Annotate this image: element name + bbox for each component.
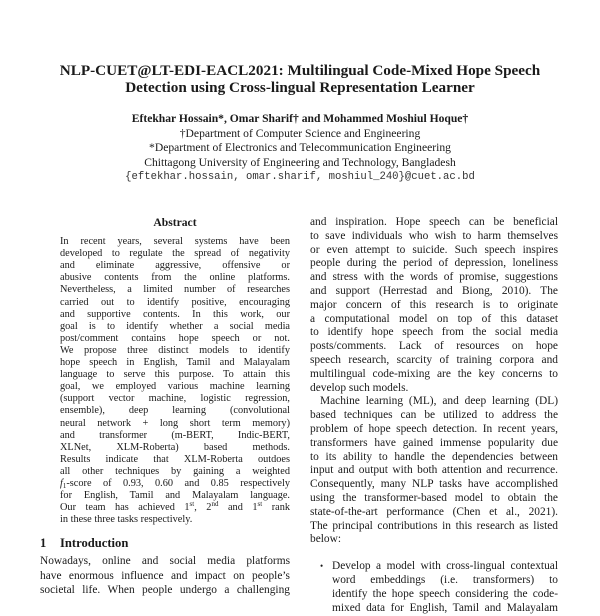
bullet-line: Develop a model with cross-lingual contextual — [332, 560, 558, 572]
text-segment: rank — [262, 502, 290, 514]
abstract-line: post/comment contains hope speech or not. — [60, 332, 290, 344]
body-line: The principal contributions in this research as listed — [310, 519, 558, 532]
body-line: and stress with the words of promise, suggestions — [310, 271, 558, 284]
author-emails: {eftekhar.hossain, omar.sharif, moshiul_240}@cuet.ac.bd — [125, 171, 475, 183]
body-line: posts/comments. Lack of resources on hope — [310, 340, 558, 353]
affiliation-ete: *Department of Electronics and Telecommunication Engineering — [149, 141, 451, 154]
body-line: a computational model on top of this dataset — [310, 312, 558, 325]
text-segment: f — [60, 478, 63, 489]
bullet-line: mixed data for English, Tamil and Malayalam — [332, 602, 558, 614]
affiliation-cse: †Department of Computer Science and Engineering — [179, 127, 421, 140]
abstract-line: goal is to identify whether a social media — [60, 320, 290, 332]
bullet-icon: • — [320, 561, 324, 571]
abstract-line: (support vector machine, logistic regression, — [60, 393, 290, 405]
abstract-line: XLNet, XLM-Roberta) based methods. — [60, 441, 290, 453]
text-segment: and 1 — [218, 502, 258, 514]
abstract-line: Results indicate that XLM-Roberta outdoes — [60, 453, 290, 465]
body-line: and inspiration. Hope speech can be beneficial — [310, 216, 558, 228]
text-segment: nd — [211, 500, 219, 509]
body-line: to identify hope speech from the social media — [310, 326, 558, 339]
body-line: and support (Herrestad and Biong, 2010). The — [310, 285, 558, 297]
body-line: Machine learning (ML), and deep learning (DL) — [320, 395, 558, 408]
abstract-heading: Abstract — [153, 216, 197, 229]
body-line: multilingual code-mixing are the key concerns to — [310, 367, 558, 380]
abstract-line: in these three tasks respectively. — [60, 514, 193, 526]
abstract-line: Nevertheless, a limited number of researches — [60, 284, 290, 296]
abstract-line: and eliminate aggressive, offensive or — [60, 260, 290, 272]
abstract-line: In recent years, several systems have been — [60, 236, 290, 247]
abstract-line: neural network + long short term memory) — [60, 417, 290, 429]
bullet-line: identify the hope speech considering the code- — [332, 588, 558, 600]
abstract-line: all other techniques by gaining a weighted — [60, 465, 290, 477]
paper-title-line-2: Detection using Cross-lingual Representation Learner — [125, 79, 475, 96]
abstract-line: abusive contents from the online platforms. — [60, 272, 290, 284]
intro-line: have enormous influence and impact on people’s — [40, 569, 290, 582]
introduction-heading — [40, 536, 128, 551]
abstract-line: for English, Tamil and Malayalam language. — [60, 490, 290, 502]
body-line: state-of-the-art performance (Chen et al., 2021). — [310, 505, 558, 518]
text-segment: Our team has achieved 1 — [60, 502, 190, 514]
body-line: or even attempt to suicide. Such speech inspires — [310, 243, 558, 256]
section-title: Introduction — [60, 536, 129, 550]
body-line: develop such models. — [310, 381, 409, 394]
body-line: people during the period of depression, loneliness — [310, 257, 558, 270]
abstract-line: developed to regulate the spread of negativity — [60, 248, 290, 260]
abstract-line: and transformer (m-BERT, Indic-BERT, — [60, 429, 290, 441]
abstract-line: ensemble), deep learning (convolutional — [60, 405, 290, 417]
abstract-line: language to serve this purpose. To attain this — [60, 369, 290, 381]
body-line: based techniques can be utilized to address the — [310, 409, 558, 422]
body-line: to its ability to handle the dependencies between — [310, 450, 558, 463]
text-segment: -score of 0.93, 0.60 and 0.85 respectively — [66, 478, 290, 489]
body-line: speech research, scarcity of training corpora and — [310, 354, 558, 366]
abstract-line: goal, we employed various machine learning — [60, 381, 290, 393]
body-line: below: — [310, 533, 342, 546]
body-line: Consequently, many NLP tasks have accomplished — [310, 478, 558, 491]
affiliation-university: Chittagong University of Engineering and Technology, Bangladesh — [144, 156, 456, 169]
text-segment: , 2 — [194, 502, 212, 514]
bullet-line: word embeddings (i.e. transformers) to — [332, 574, 558, 586]
abstract-line: carried out to identify positive, encouraging — [60, 296, 290, 308]
abstract-line: and supportive contents. In this work, our — [60, 308, 290, 320]
abstract-line — [60, 478, 290, 490]
body-line: major concern of this research is to originate — [310, 298, 558, 311]
authors: Eftekhar Hossain*, Omar Sharif† and Mohammed Moshiul Hoque† — [131, 112, 469, 125]
body-line: input and output with both attention and recurrence. — [310, 464, 558, 477]
abstract-line — [60, 502, 290, 514]
abstract-line: We propose three distinct models to identify — [60, 344, 290, 356]
section-number: 1 — [40, 536, 47, 550]
intro-line: Nowadays, online and social media platforms — [40, 555, 290, 567]
text-segment: st — [257, 500, 263, 509]
text-segment: 1 — [62, 482, 67, 490]
body-line: transformers have gained immense popularity due — [310, 436, 558, 449]
body-line: problem of hope speech detection. In recent years, — [310, 423, 558, 435]
text-segment: st — [189, 500, 195, 509]
abstract-line: hope speech in English, Tamil and Malayalam — [60, 357, 290, 368]
body-line: to save individuals who wish to harm themselves — [310, 229, 558, 242]
paper-title-line-1: NLP-CUET@LT-EDI-EACL2021: Multilingual Code-Mixed Hope Speech — [59, 62, 541, 79]
intro-line: societal life. When people undergo a challenging — [40, 584, 290, 597]
body-line: using the transformer-based model to obtain the — [310, 492, 558, 504]
